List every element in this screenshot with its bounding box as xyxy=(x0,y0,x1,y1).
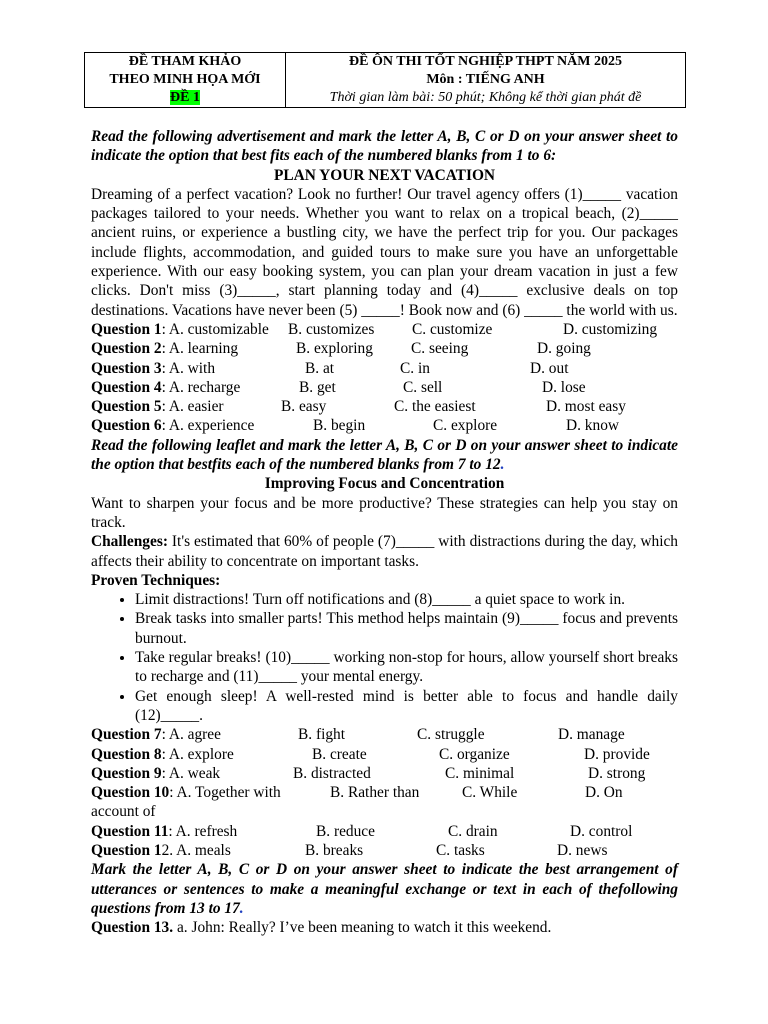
question-label: Question 3 xyxy=(91,359,162,377)
section2-instruction-text: Read the following leaflet and mark the letter A, B, C or D on your answer sheet to indicate the option that bestfits each of the numbered blanks from 7 to 12 xyxy=(91,436,678,474)
option-b: B. create xyxy=(312,745,367,763)
question-label: Question 4 xyxy=(91,378,162,396)
question-13-label: Question 13. xyxy=(91,919,174,937)
option-b: B. reduce xyxy=(316,822,375,840)
option-b: B. get xyxy=(299,378,336,396)
option-a: . A. meals xyxy=(169,841,231,859)
option-d: D. going xyxy=(537,340,591,358)
section1-instruction: Read the following advertisement and mark the letter A, B, C or D on your answer sheet to indicate the option that best fits each of the numbered blanks from 1 to 6: xyxy=(91,128,678,165)
option-a: : A. customizable xyxy=(161,320,269,338)
option-d: D. control xyxy=(570,822,633,840)
techniques-list xyxy=(91,590,678,725)
question-row xyxy=(91,841,678,860)
section1-title: PLAN YOUR NEXT VACATION xyxy=(273,166,496,184)
question-label: Question 7 xyxy=(91,726,162,744)
option-d: D. lose xyxy=(542,378,586,396)
header-table xyxy=(84,52,686,108)
option-a: : A. weak xyxy=(161,764,221,782)
option-b: B. exploring xyxy=(296,340,373,358)
option-c: C. organize xyxy=(439,745,510,763)
option-b: B. easy xyxy=(281,398,327,416)
section2-intro: Want to sharpen your focus and be more productive? These strategies can help you stay on track. xyxy=(91,494,678,531)
section2-title: Improving Focus and Concentration xyxy=(264,475,505,493)
header-left-line2: THEO MINH HỌA MỚI xyxy=(109,72,261,87)
question-row xyxy=(91,320,678,339)
option-d: D. customizing xyxy=(563,320,658,338)
question-label: Question 6 xyxy=(91,417,162,435)
question-row xyxy=(91,764,678,783)
subject-line: Môn : TIẾNG ANH xyxy=(426,72,545,87)
challenges-text: It's estimated that 60% of people (7)_____ with distractions during the day, which affects their ability to concentrate on important tasks. xyxy=(91,533,678,570)
time-line: Thời gian làm bài: 50 phút; Không kể thời gian phát đề xyxy=(329,90,642,105)
challenges-paragraph xyxy=(91,532,678,571)
exam-title: ĐỀ ÔN THI TỐT NGHIỆP THPT NĂM 2025 xyxy=(349,54,622,69)
option-a: : A. Together with xyxy=(169,784,281,802)
question-label: Question 11 xyxy=(91,822,169,840)
header-right-cell xyxy=(286,53,686,108)
option-d: D. provide xyxy=(584,745,650,763)
challenges-label: Challenges: xyxy=(91,533,168,551)
option-c: C. While xyxy=(462,784,518,802)
list-item: • Limit distractions! Turn off notifications and (8)_____ a quiet space to work in. xyxy=(135,590,678,609)
option-a: : A. agree xyxy=(161,726,221,744)
section3-instruction xyxy=(91,860,678,918)
section3-instruction-period: . xyxy=(239,899,244,917)
question-row xyxy=(91,725,678,744)
option-b: B. distracted xyxy=(293,764,371,782)
option-d: D. On xyxy=(585,784,623,802)
option-c: C. the easiest xyxy=(394,398,476,416)
option-b: B. begin xyxy=(313,417,366,435)
option-b: B. customizes xyxy=(288,320,375,338)
question-13-text: a. John: Really? I’ve been meaning to watch it this weekend. xyxy=(173,919,552,937)
question-row xyxy=(91,339,678,358)
option-c: C. drain xyxy=(448,822,498,840)
question-row xyxy=(91,822,678,841)
header-left-cell xyxy=(85,53,286,108)
option-c: C. explore xyxy=(433,417,498,435)
list-item: • Take regular breaks! (10)_____ working non-stop for hours, allow yourself short breaks to recharge and (11)_____ your mental energy. xyxy=(135,648,678,687)
question-13 xyxy=(91,918,678,937)
option-d: D. out xyxy=(530,359,569,377)
option-a: : A. with xyxy=(161,359,216,377)
question-row xyxy=(91,783,678,802)
option-a: : A. refresh xyxy=(168,822,238,840)
option-c: C. minimal xyxy=(445,764,515,782)
list-item: • Get enough sleep! A well-rested mind is better able to focus and handle daily (12)_____. xyxy=(135,687,678,726)
question-label: Question 5 xyxy=(91,398,162,416)
option-d: D. news xyxy=(557,841,608,859)
header-left-line1: ĐỀ THAM KHẢO xyxy=(128,54,242,69)
option-c: C. tasks xyxy=(436,841,485,859)
option-c: C. seeing xyxy=(411,340,469,358)
option-a: : A. experience xyxy=(161,417,255,435)
exam-content xyxy=(91,127,678,937)
option-a: : A. learning xyxy=(161,340,239,358)
option-a: : A. explore xyxy=(161,745,234,763)
section2-instruction xyxy=(91,436,678,475)
option-b: B. at xyxy=(305,359,335,377)
question-label: Question 9 xyxy=(91,764,162,782)
option-d: D. most easy xyxy=(546,398,626,416)
section3-instruction-text: Mark the letter A, B, C or D on your answer sheet to indicate the best arrangement of utterances or sentences to make a meaningful exchange or text in each of thefollowing questions from 13 to 17 xyxy=(91,861,678,917)
option-a: : A. easier xyxy=(161,398,224,416)
option-d: D. manage xyxy=(558,726,625,744)
option-c: C. in xyxy=(400,359,430,377)
option-c: C. sell xyxy=(403,378,443,396)
question-label: Question 2 xyxy=(91,340,162,358)
option-d: D. know xyxy=(566,417,620,435)
section2-instruction-period: . xyxy=(500,456,505,474)
question-row xyxy=(91,359,678,378)
question-label-suffix: 2 xyxy=(161,841,170,859)
question-row xyxy=(91,397,678,416)
question-row xyxy=(91,416,678,435)
option-c: C. struggle xyxy=(417,726,485,744)
question-label: Question 1 xyxy=(91,320,162,338)
question-label: Question 8 xyxy=(91,745,162,763)
question-label: Question 10 xyxy=(91,784,170,802)
question-row xyxy=(91,378,678,397)
question-row xyxy=(91,745,678,764)
option-c: C. customize xyxy=(412,320,493,338)
question-label: Question 1 xyxy=(91,841,162,859)
option-d: D. strong xyxy=(588,764,646,782)
section1-passage: Dreaming of a perfect vacation? Look no further! Our travel agency offers (1)_____ vacation packages tailored to your needs. Whether you want to relax on a tropical beach, (2)_____ ancient ruins, or experience a bustling city, we have the perfect trip for you. Our packages include flights, accommodation, and guided tours to make sure you have an unforgettable experience. With our easy booking system, you can plan your dream vacation in just a few clicks. Don't miss (3)_____, start planning today and (4)_____ exclusive deals on top destinations. Vacations have never been (5) _____! Book now and (6) _____ the world with us. xyxy=(91,185,678,319)
techniques-label: Proven Techniques: xyxy=(91,571,221,589)
option-b: B. fight xyxy=(298,726,346,744)
question-10-wrap: account of xyxy=(91,803,156,821)
list-item: • Break tasks into smaller parts! This method helps maintain (9)_____ focus and prevents burnout. xyxy=(135,609,678,648)
option-b: B. Rather than xyxy=(330,784,420,802)
option-a: : A. recharge xyxy=(161,378,241,396)
option-b: B. breaks xyxy=(305,841,364,859)
exam-code-badge: ĐỀ 1 xyxy=(170,90,200,105)
